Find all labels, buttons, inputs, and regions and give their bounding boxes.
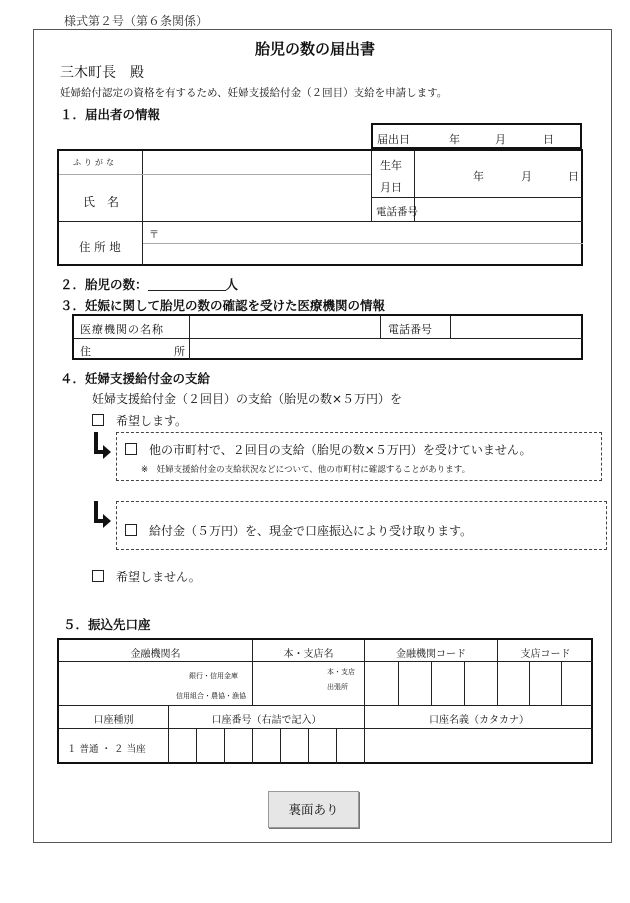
arrow-down-right-icon (92, 432, 112, 460)
acct-name-field[interactable] (365, 729, 593, 764)
option-transfer[interactable] (125, 522, 472, 539)
birth-label-1: 生年 (380, 159, 402, 172)
divider (464, 662, 465, 705)
arrow-down-right-icon (92, 501, 112, 529)
divider (371, 151, 372, 221)
furigana-label: ふりがな (73, 158, 117, 167)
option-no[interactable] (92, 568, 201, 585)
inst-phone-label: 電話番号 (388, 323, 432, 336)
option-no-label: 希望しません。 (116, 570, 201, 584)
divider (336, 729, 337, 764)
form-number: 様式第２号（第６条関係） (64, 14, 209, 28)
inst-phone-field[interactable] (451, 316, 583, 338)
col-acct-number: 口座番号（右詰で記入） (211, 715, 322, 726)
section4-heading: ４．妊婦支援給付金の支給 (60, 371, 211, 386)
fetus-unit: 人 (225, 277, 239, 292)
birth-month-label: 月 (521, 170, 532, 183)
col-inst-name: 金融機関名 (130, 649, 181, 660)
checkbox-transfer[interactable] (125, 524, 137, 536)
divider (59, 705, 593, 706)
inst-name-field[interactable] (190, 316, 380, 338)
branch-types-2: 出張所 (327, 683, 348, 691)
name-label: 氏 名 (83, 195, 120, 209)
section3-heading: ３．妊娠に関して胎児の数の確認を受けた医療機関の情報 (60, 298, 386, 313)
transfer-box (116, 501, 607, 550)
inst-address-label-b: 所 (174, 345, 185, 358)
divider (561, 662, 562, 705)
inst-address-label-a: 住 (80, 345, 91, 358)
divider (252, 729, 253, 764)
option-other-city[interactable] (125, 441, 532, 458)
phone-label: 電話番号 (376, 206, 418, 218)
filing-date-box[interactable] (371, 123, 582, 149)
phone-field[interactable] (434, 198, 582, 221)
fetus-count-field[interactable] (148, 278, 226, 291)
payment-lead: 妊婦支援給付金（２回目）の支給（胎児の数×５万円）を (92, 392, 403, 406)
divider (398, 662, 399, 705)
col-acct-name: 口座名義（カタカナ） (429, 715, 529, 726)
medical-inst-box (72, 314, 583, 360)
inst-name-label: 医療機関の名称 (80, 323, 164, 336)
section1-heading: １．届出者の情報 (60, 107, 161, 122)
address-field[interactable] (163, 222, 583, 266)
bank-account-table (57, 638, 593, 764)
applicant-box (57, 149, 583, 266)
section5-heading: ５．振込先口座 (63, 617, 151, 632)
address-label: 住 所 地 (79, 240, 121, 254)
divider (196, 729, 197, 764)
birth-label-2: 月日 (380, 181, 402, 194)
other-city-label: 他の市町村で、２回目の支給（胎児の数×５万円）を受けていません。 (149, 443, 532, 457)
divider (431, 662, 432, 705)
checkbox-yes[interactable] (92, 414, 104, 426)
divider (59, 661, 593, 662)
branch-types-1: 本・支店 (327, 668, 355, 676)
acct-type-options: １ 普通 ・ ２ 当座 (67, 744, 146, 755)
addressee: 三木町長 殿 (60, 65, 144, 81)
back-side-button[interactable]: 裏面あり (268, 791, 359, 828)
divider (529, 662, 530, 705)
filing-day-label: 日 (543, 133, 554, 146)
option-yes[interactable] (92, 412, 187, 429)
divider (308, 729, 309, 764)
postal-mark: 〒 (149, 230, 159, 241)
col-branch-name: 本・支店名 (283, 649, 334, 660)
inst-types-1: 銀行・信用金庫 (189, 672, 238, 680)
section2-heading (60, 275, 238, 293)
filing-year-label: 年 (449, 133, 460, 146)
filing-month-label: 月 (495, 133, 506, 146)
col-inst-code: 金融機関コード (396, 649, 466, 660)
option-yes-label: 希望します。 (116, 414, 188, 428)
inquiry-note: ※ 妊婦支援給付金の支給状況などについて、他の市町村に確認することがあります。 (141, 465, 471, 475)
divider (380, 316, 381, 338)
other-city-box (116, 432, 602, 481)
furigana-field[interactable] (143, 151, 371, 174)
transfer-label: 給付金（５万円）を、現金で口座振込により受け取ります。 (149, 524, 473, 538)
col-branch-code: 支店コード (520, 649, 571, 660)
inst-address-field[interactable] (190, 339, 583, 360)
name-field[interactable] (143, 175, 371, 221)
birth-day-label: 日 (568, 170, 579, 183)
divider (224, 729, 225, 764)
col-acct-type: 口座種別 (93, 715, 134, 726)
section2-label: ２．胎児の数： (60, 277, 148, 292)
filing-date-label: 届出日 (377, 133, 410, 146)
form-title: 胎児の数の届出書 (254, 40, 375, 58)
birth-year-label: 年 (473, 170, 484, 183)
checkbox-no[interactable] (92, 570, 104, 582)
checkbox-other-city[interactable] (125, 443, 137, 455)
inst-types-2: 信用組合・農協・漁協 (176, 692, 246, 700)
intro-text: 妊婦給付認定の資格を有するため、妊婦支援給付金（２回目）支給を申請します。 (60, 87, 448, 99)
divider (280, 729, 281, 764)
